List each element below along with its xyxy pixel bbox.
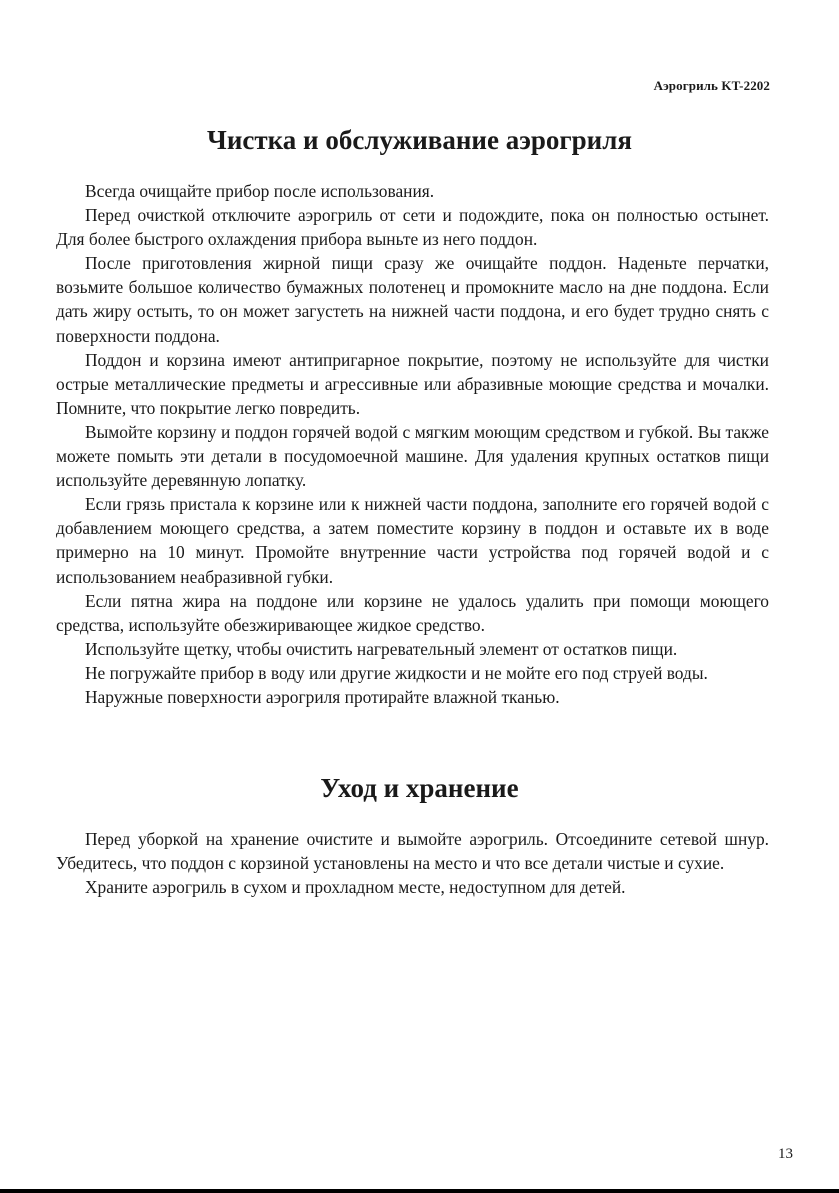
paragraph: Перед уборкой на хранение очистите и вымойте аэрогриль. Отсоедините сетевой шнур. Убедитесь, что поддон с корзиной установлены на место и что все детали чистые и сухие.: [56, 829, 769, 874]
paragraph: Всегда очищайте прибор после использования.: [85, 181, 435, 201]
section-title-cleaning: Чистка и обслуживание аэрогриля: [207, 125, 632, 155]
bottom-rule: [0, 1189, 839, 1193]
paragraph: Не погружайте прибор в воду или другие жидкости и не мойте его под струей воды.: [85, 662, 708, 683]
paragraph: Если грязь пристала к корзине или к нижней части поддона, заполните его горячей водой с добавлением моющего средства, а затем поместите корзину в поддон и оставьте их в воде примерно на 10 минут. Промойте внутренние части устройства под горячей водой и с использованием неабразивной губки.: [56, 494, 769, 587]
paragraph: Если пятна жира на поддоне или корзине не удалось удалить при помощи моющего средства, используйте обезжиривающее жидкое средство.: [56, 590, 769, 635]
running-header: Аэрогриль KT-2202: [653, 78, 770, 93]
paragraph: Наружные поверхности аэрогриля протирайте влажной тканью.: [85, 686, 560, 707]
page-number: 13: [778, 1146, 793, 1162]
paragraph: Перед очисткой отключите аэрогриль от сети и подождите, пока он полностью остынет. Для более быстрого охлаждения прибора выньте из него поддон.: [56, 205, 769, 250]
paragraph: Поддон и корзина имеют антипригарное покрытие, поэтому не используйте для чистки острые металлические предметы и агрессивные или абразивные моющие средства и мочалки. Помните, что покрытие легко повредить.: [56, 349, 769, 418]
paragraph: Храните аэрогриль в сухом и прохладном месте, недоступном для детей.: [85, 877, 626, 898]
section-title-storage: Уход и хранение: [320, 773, 519, 803]
paragraph: Используйте щетку, чтобы очистить нагревательный элемент от остатков пищи.: [85, 638, 678, 659]
storage-text-block: [56, 827, 769, 899]
cleaning-text-block: [56, 179, 769, 709]
paragraph: После приготовления жирной пищи сразу же очищайте поддон. Наденьте перчатки, возьмите большое количество бумажных полотенец и промокните масло на дне поддона. Если дать жиру остыть, то он может загустеть на нижней части поддона, и его будет трудно снять с поверхности поддона.: [56, 253, 769, 346]
paragraph: Вымойте корзину и поддон горячей водой с мягким моющим средством и губкой. Вы также можете помыть эти детали в посудомоечной машине. Для удаления крупных остатков пищи используйте деревянную лопатку.: [56, 421, 769, 491]
